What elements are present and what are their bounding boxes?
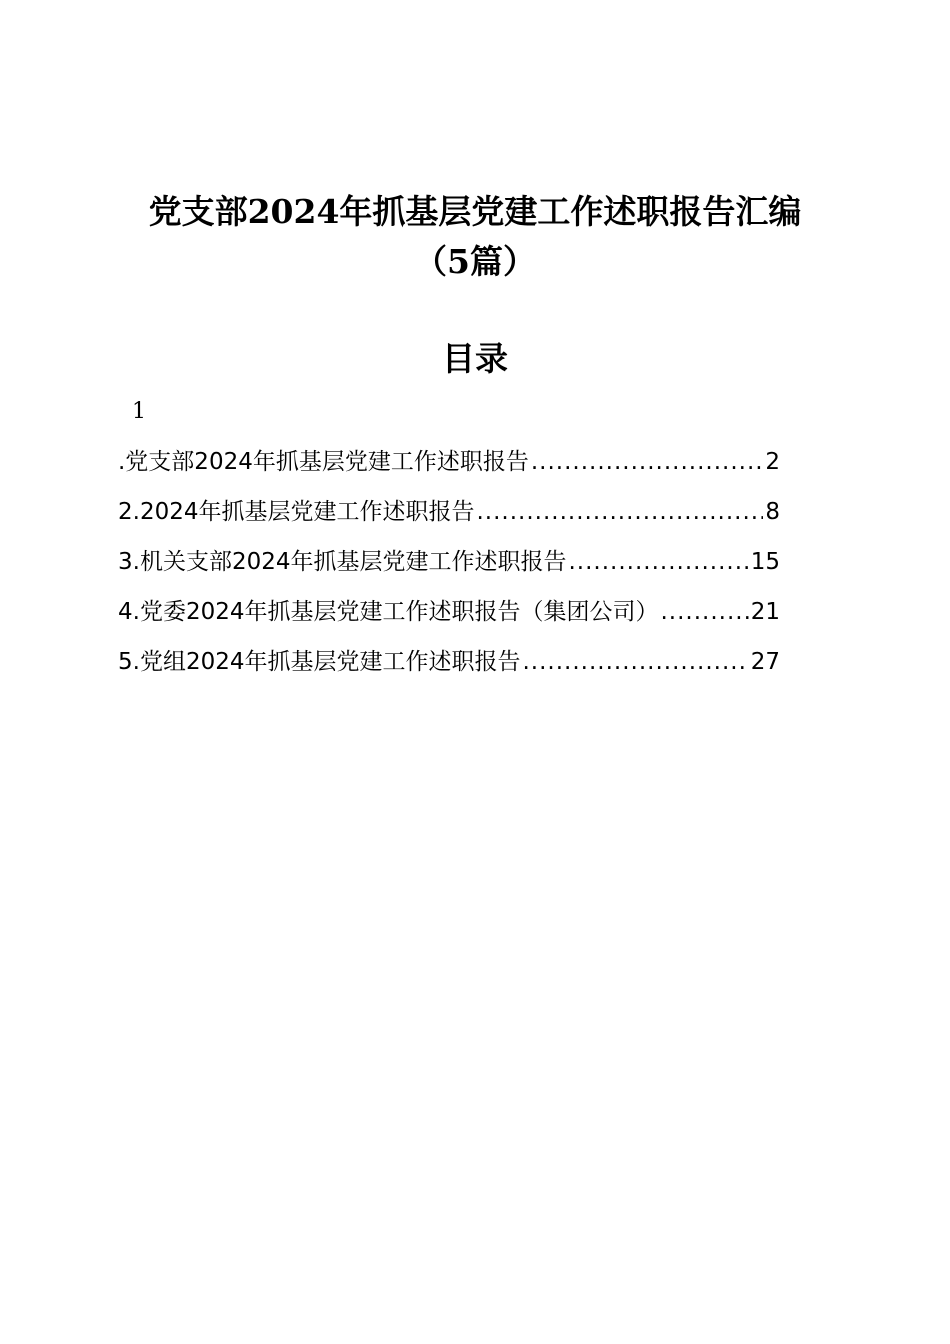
toc-entry-page: 15 bbox=[750, 549, 780, 575]
toc-dot-leader bbox=[568, 546, 748, 578]
toc-dot-leader bbox=[531, 446, 764, 478]
toc-entry-page: 8 bbox=[765, 499, 780, 525]
toc-entry-label: 2.2024年抓基层党建工作述职报告 bbox=[118, 499, 475, 525]
toc-stray-number: 1 bbox=[132, 399, 146, 424]
toc-entry-label: .党支部2024年抓基层党建工作述职报告 bbox=[118, 449, 529, 475]
toc-entry-label: 3.机关支部2024年抓基层党建工作述职报告 bbox=[118, 549, 567, 575]
table-of-contents bbox=[118, 446, 780, 696]
document-title-subtitle: （5篇） bbox=[414, 242, 536, 281]
toc-entry-label: 5.党组2024年抓基层党建工作述职报告 bbox=[118, 649, 521, 675]
toc-entry-1[interactable] bbox=[118, 446, 780, 496]
toc-entry-label: 4.党委2024年抓基层党建工作述职报告（集团公司） bbox=[118, 599, 659, 625]
toc-dot-leader bbox=[522, 646, 748, 678]
toc-dot-leader bbox=[660, 596, 748, 628]
toc-dot-leader bbox=[476, 496, 763, 528]
toc-entry-3[interactable] bbox=[118, 546, 780, 596]
toc-entry-2[interactable] bbox=[118, 496, 780, 546]
toc-entry-page: 27 bbox=[750, 649, 780, 675]
toc-entry-page: 21 bbox=[750, 599, 780, 625]
toc-entry-page: 2 bbox=[765, 449, 780, 475]
toc-entry-5[interactable] bbox=[118, 646, 780, 696]
toc-heading: 目录 bbox=[442, 339, 508, 378]
toc-entry-4[interactable] bbox=[118, 596, 780, 646]
document-title: 党支部2024年抓基层党建工作述职报告汇编 bbox=[148, 192, 802, 231]
